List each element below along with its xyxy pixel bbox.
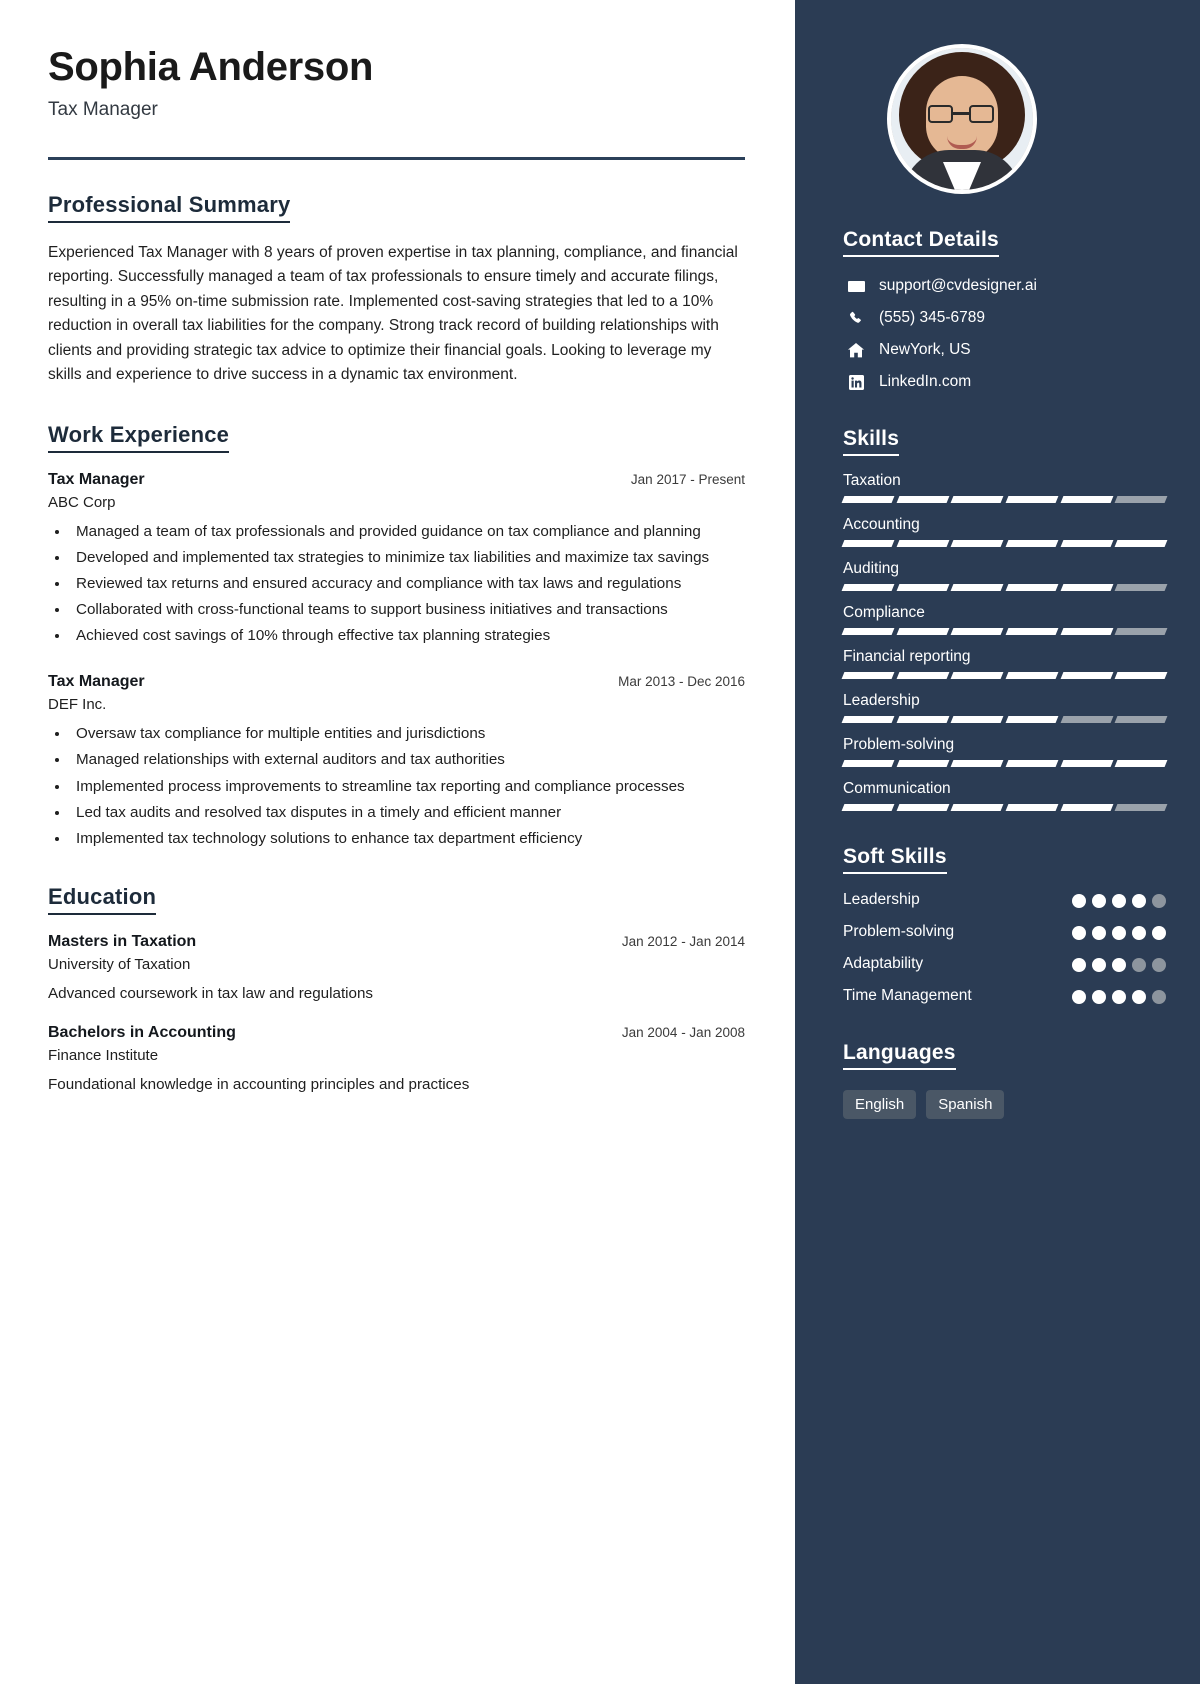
skill-level-bar [843, 584, 1166, 591]
contact-item-linkedin[interactable] [843, 373, 1166, 391]
contact-item-location[interactable] [843, 341, 1166, 359]
education-description: Advanced coursework in tax law and regulations [48, 984, 374, 1002]
home-icon [843, 343, 869, 358]
section-title-work: Work Experience [48, 422, 229, 453]
envelope-icon [843, 280, 869, 293]
work-item-header [48, 673, 745, 691]
contact-value-phone: (555) 345-6789 [879, 309, 985, 326]
education-item-header [48, 933, 745, 951]
skill-level-bar [843, 804, 1166, 811]
soft-skill-item [843, 954, 1166, 975]
section-title-skills: Skills [843, 427, 899, 456]
skill-name: Problem-solving [843, 736, 955, 753]
work-company: DEF Inc. [48, 696, 107, 714]
section-title-contact: Contact Details [843, 228, 999, 257]
work-item [48, 673, 745, 849]
skill-item [843, 472, 1166, 503]
language-tag: Spanish [926, 1090, 1004, 1119]
soft-skill-name: Leadership [843, 891, 920, 908]
skill-item [843, 516, 1166, 547]
soft-skill-item [843, 890, 1166, 911]
candidate-role: Tax Manager [48, 99, 158, 120]
work-bullet: • Reviewed tax returns and ensured accuracy and compliance with tax laws and regulations [70, 572, 745, 595]
skill-level-bar [843, 672, 1166, 679]
language-tag: English [843, 1090, 916, 1119]
avatar [887, 44, 1037, 194]
skill-name: Financial reporting [843, 648, 971, 665]
education-date: Jan 2004 - Jan 2008 [621, 1024, 745, 1040]
contact-value-location: NewYork, US [879, 341, 971, 358]
work-bullets [70, 520, 745, 647]
education-item [48, 933, 745, 1002]
soft-skill-name: Adaptability [843, 954, 924, 972]
contact-value-linkedin: LinkedIn.com [879, 373, 972, 390]
section-professional-summary [48, 192, 745, 388]
education-degree: Bachelors in Accounting [48, 1023, 236, 1041]
skill-level-bar [843, 628, 1166, 635]
language-tag-list [843, 1090, 1166, 1119]
work-date: Mar 2013 - Dec 2016 [618, 674, 745, 690]
contact-value-email: support@cvdesigner.ai [879, 277, 1037, 294]
section-title-soft-skills: Soft Skills [843, 845, 947, 874]
contact-list [843, 277, 1166, 391]
page-title [48, 44, 745, 121]
work-date: Jan 2017 - Present [630, 471, 745, 487]
work-title: Tax Manager [48, 673, 145, 691]
header-divider [48, 157, 745, 160]
work-bullet: • Implemented tax technology solutions to enhance tax department efficiency [70, 827, 745, 850]
linkedin-icon [843, 375, 869, 390]
candidate-name: Sophia Anderson [48, 45, 374, 89]
work-bullet: • Achieved cost savings of 10% through effective tax planning strategies [70, 624, 745, 647]
work-item-header [48, 471, 745, 489]
skill-level-bar [843, 540, 1166, 547]
skill-name: Auditing [843, 560, 900, 577]
skill-item [843, 560, 1166, 591]
skill-name: Communication [843, 780, 951, 797]
soft-skill-item [843, 922, 1166, 943]
soft-skill-rating [1072, 890, 1166, 908]
work-company: ABC Corp [48, 493, 116, 511]
skill-item [843, 692, 1166, 723]
section-work-experience [48, 422, 745, 850]
section-title-summary: Professional Summary [48, 192, 290, 223]
soft-skill-item [843, 986, 1166, 1007]
section-title-languages: Languages [843, 1041, 956, 1070]
work-bullet: • Collaborated with cross-functional teams to support business initiatives and transactions [70, 598, 745, 621]
skill-level-bar [843, 716, 1166, 723]
section-education [48, 884, 745, 1093]
soft-skill-name: Time Management [843, 986, 972, 1004]
work-bullet: • Implemented process improvements to streamline tax reporting and compliance processes [70, 775, 745, 798]
work-bullet: • Oversaw tax compliance for multiple entities and jurisdictions [70, 722, 745, 745]
contact-item-phone[interactable] [843, 309, 1166, 327]
summary-text: Experienced Tax Manager with 8 years of proven expertise in tax planning, compliance, and financial reporting. Successfully managed a team of tax professionals to ensure timely and accurate filings, resulting in a 95% on-time submission rate. Implemented cost-saving strategies that led to a 10% reduction in overall tax liabilities for the company. Strong track record of building relationships with clients and providing strategic tax advice to optimize their financial goals. Looking to leverage my skills and experience to drive success in a dynamic tax environment. [48, 244, 738, 384]
work-bullet: • Led tax audits and resolved tax disputes in a timely and efficient manner [70, 801, 745, 824]
education-school: Finance Institute [48, 1046, 159, 1064]
work-bullets [70, 722, 745, 849]
section-languages [843, 1041, 1166, 1119]
education-degree: Masters in Taxation [48, 932, 197, 950]
education-item [48, 1024, 745, 1093]
soft-skill-rating [1072, 986, 1166, 1004]
skill-item [843, 604, 1166, 635]
education-item-header [48, 1024, 745, 1042]
section-contact-details [843, 228, 1166, 391]
education-school: University of Taxation [48, 955, 191, 973]
work-bullet: • Managed relationships with external auditors and tax authorities [70, 748, 745, 771]
resume-sidebar [795, 0, 1200, 1684]
skill-name: Accounting [843, 516, 920, 533]
skill-name: Leadership [843, 692, 920, 709]
work-bullet: • Managed a team of tax professionals and provided guidance on tax compliance and planning [70, 520, 745, 543]
work-title: Tax Manager [48, 470, 145, 488]
work-bullet: • Developed and implemented tax strategies to minimize tax liabilities and maximize tax savings [70, 546, 745, 569]
section-soft-skills [843, 845, 1166, 1007]
contact-item-email[interactable] [843, 277, 1166, 295]
education-description: Foundational knowledge in accounting principles and practices [48, 1075, 470, 1093]
education-date: Jan 2012 - Jan 2014 [621, 933, 745, 949]
skill-name: Compliance [843, 604, 925, 621]
soft-skill-rating [1072, 922, 1166, 940]
section-title-education: Education [48, 884, 156, 915]
skill-name: Taxation [843, 472, 901, 489]
skill-level-bar [843, 496, 1166, 503]
skill-item [843, 736, 1166, 767]
avatar-container [843, 0, 1166, 194]
soft-skill-name: Problem-solving [843, 922, 955, 940]
skill-level-bar [843, 760, 1166, 767]
phone-icon [843, 311, 869, 326]
section-skills [843, 427, 1166, 811]
skill-item [843, 648, 1166, 679]
skill-item [843, 780, 1166, 811]
work-item [48, 471, 745, 647]
soft-skill-rating [1072, 954, 1166, 972]
